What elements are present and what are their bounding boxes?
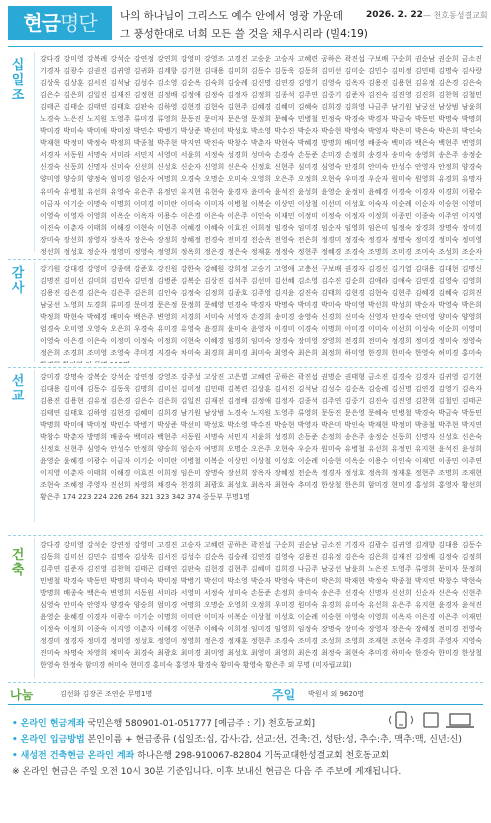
bullet: • <box>12 719 18 729</box>
section-rule <box>34 52 35 252</box>
note-mark: ※ <box>12 767 20 777</box>
section-divider <box>8 367 483 368</box>
bullet: • <box>12 751 18 761</box>
verse-line-1: 나의 하나님이 그리스도 예수 안에서 영광 가운데 <box>120 10 343 22</box>
info-line-building-account <box>12 748 389 761</box>
header <box>0 0 491 44</box>
header-divider <box>8 46 483 47</box>
tithe-names: 강다경 강미영 강복례 강석순 강연정 강연희 강영미 강영조 고경진 고승운 고승자 고혜련 공하은 곽진섭 구보배 구순희 권순남 권순희 금소진 기경자 김광수 김권진 김귀영 김귀화 김계향 김기현 김대용 김미희 김동수 김동욱 김동희 김미선 김미순 김민수 김미정 김민태 김명숙 김사랑 김상욱 김상훈 김서진 김석남 김성수 김소영 김순옥 김숙희 김승례 김신명 김연경 김영기 김영숙 김옥자 김용진 김용현 김유정 김은경 김은숙 김은수 김은희 김일진 김재진 김정현 김정배 김정애 김정숙 김정자 김정희 김종석 김주연 김중기 김준자 김진숙 김진영 김진희 김찬혁 김철민 김태곤 김태순 김태연 김태호 김판숙 김하영 김현경 김현숙 김현주 김혜경 김혜미 김혜숙 김희경 김희영 나금주 남기원 남궁선 남상범 남윤희 노경숙 노은진 노지원 도영주 류미경 류영희 문동진 문미자 문은영 문정희 문혜숙 민병철 민정숙 박경숙 박경자 박금숙 박동민 박명숙 박명희 박미경 박미숙 박미애 박미정 박민수 박병기 박상준 박선미 박성호 박소영 박수진 박순자 박승현 박영숙 박영자 박은미 박은숙 박은희 박인숙 박재현 박정미 박정숙 박정희 박종철 박주현 박지연 박진숙 박창수 박춘자 박현숙 박혜경 방명희 배미영 배종숙 백미라 백은숙 백현주 변영희 서경자 서동원 서명숙 서미라 서민지 서영미 서윤희 서정숙 성경희 성미숙 손경숙 손동준 손미경 손정희 송경자 송미숙 송영희 송은주 송정순 신경숙 신동희 신명자 신미숙 신선희 신성호 신순자 신영희 신은숙 신정호 신현주 심미경 심영숙 안경희 안미숙 안성수 안영자 안정희 양경숙 양미영 양승희 양정숙 엄미경 엄순자 여명희 오경숙 오명순 오미숙 오영희 오은주 오정희 오현숙 우미경 우순자 원미숙 원영희 유경희 유명자 유미숙 유병철 유선희 유영숙 유은주 유정민 유지현 유현숙 윤경자 윤미숙 윤석진 윤성희 윤영순 윤정미 윤혜경 이경숙 이경자 이경희 이광수 이금자 이기순 이명숙 이명희 이미경 이미란 이미숙 이미자 이병철 이복순 이상민 이상철 이선미 이성호 이숙자 이순례 이순자 이승현 이영미 이영숙 이영자 이영희 이옥순 이옥자 이용수 이은경 이은숙 이은주 이인숙 이재민 이정미 이정숙 이정자 이정희 이종민 이종숙 이주연 이지영 이진숙 이춘자 이태희 이해경 이현숙 이현주 이혜경 이혜숙 이효진 이희정 임경숙 임미경 임순자 임영희 임은미 임정숙 장경희 장명숙 장미경 장미숙 장선희 장영자 장옥자 장은숙 장정희 장혜정 전경숙 전미경 전순옥 전영숙 전은희 정경미 정경숙 정경자 정명숙 정미경 정미숙 정미영 정선희 정성호 정순자 정영미 정영숙 정영희 정옥희 정은경 정은숙 정재훈 정정숙 정현주 정혜경 조경숙 조명희 조미경 조미숙 조성희 조순자 <box>40 55 482 256</box>
info-line-note <box>12 764 401 777</box>
sharing-label: 나눔 <box>10 688 34 702</box>
info-value: 본인이름 + 현금종류 (십일조:십, 감사:감, 선교:선, 건축:건, 성탄:성, 추수:추, 맥추:맥, 신년:신) <box>87 735 462 745</box>
bullet: • <box>12 735 18 745</box>
section-divider <box>8 535 483 536</box>
sunday-label: 주일 <box>272 688 296 702</box>
footer-divider <box>8 704 483 705</box>
mission-names: 강미경 강명숙 강복순 강석순 강연정 강영조 강주성 고상진 고은별 고혜련 공하은 곽진섭 권명순 권태형 금소진 김경숙 김경자 김귀영 김기현 김대용 김미애 김동수 김동욱 김명희 김미선 김미정 김민태 김복련 김상훈 김서진 김석남 김성수 김순옥 김승례 김신명 김연경 김영기 김옥자 김용진 김용현 김유정 김은경 김은수 김은희 김일진 김재진 김정배 김정애 김정자 김종석 김주연 김중기 김진숙 김진영 김찬혁 김철민 김태곤 김태연 김태호 김하영 김현경 김혜미 김희경 남기원 남상범 노경숙 노지원 도영주 류영희 문동진 문은영 문혜숙 민병철 박경숙 박금숙 박동민 박명희 박미애 박미정 박민수 박병기 박상준 박선미 박성호 박소영 박수진 박승현 박영자 박은미 박인숙 박재현 박정미 박종철 박주현 박지연 박창수 박춘자 방명희 배종숙 백미라 백현주 서동원 서명숙 서민지 서윤희 성경희 손동준 손정희 송은주 송정순 신동희 신명자 신성호 신은숙 신정호 신현주 심영숙 안성수 안정희 양승희 엄순자 여명희 오명순 오은주 오현숙 우순자 원미숙 유병철 유선희 유정민 유지현 윤석진 윤성희 윤영순 윤혜경 이광수 이금자 이기순 이미란 이병철 이복순 이상민 이상철 이성호 이순례 이승현 이옥순 이용수 이인숙 이재민 이종민 이주연 이지영 이춘자 이태희 이해경 이효진 이희정 임은미 장명숙 장선희 장옥자 장혜정 전순옥 정경자 정성호 정옥희 정재훈 정현주 조명희 조재현 조현숙 조혜정 주영자 진선희 차영희 채경숙 천경희 최광호 최성호 최옥자 최현숙 추미경 한상철 한은희 함미경 현미경 홍성희 홍영자 황선희 황은주 174 223 224 226 264 321 323 342 374 중등부 무명1명 <box>40 373 482 502</box>
info-key: 새성전 건축현금 온라인 계좌 <box>20 751 135 761</box>
church-name: — 천호동성결교회 <box>423 11 488 20</box>
info-line-method <box>12 732 462 745</box>
sunday-names: 박원서 외 9620명 <box>308 690 365 698</box>
info-key: 온라인 입금방법 <box>20 735 85 745</box>
sharing-names: 김선화 김장곤 조연순 무명1명 <box>60 690 153 698</box>
logo-bold: 현금 <box>23 11 60 35</box>
section-divider <box>8 682 483 683</box>
bulletin-date: 2026. 2. 22 <box>366 10 423 20</box>
section-label-tithe: 십 일 조 <box>11 58 25 103</box>
section-rule <box>34 370 35 522</box>
section-rule <box>34 262 35 362</box>
section-label-thanks: 감 사 <box>11 266 25 296</box>
section-divider <box>8 259 483 260</box>
logo-light: 명단 <box>60 11 97 35</box>
section-label-building: 건 축 <box>11 548 25 578</box>
phone-icon <box>386 710 482 730</box>
device-icons <box>386 710 482 730</box>
info-key: 온라인 현금계좌 <box>20 719 85 729</box>
verse-line-2: 그 풍성한대로 너희 모든 쓸 것을 채우시리라 (빌4:19) <box>120 28 368 40</box>
section-rule <box>34 538 35 678</box>
info-value: 하나은행 298-910067-82804 기독교대한성결교회 천호동교회 <box>137 751 389 761</box>
section-label-mission: 선 교 <box>11 374 25 404</box>
info-value: 국민은행 580901-01-051777 [예금주 : 기) 천호동교회] <box>87 719 316 729</box>
thanks-names: 강기원 강대경 강영미 강종택 강준호 강진원 강한숙 강혜원 강희정 고승기 고영애 고충선 구보배 권경자 김경신 김기열 김대용 김대현 김명신 김명진 김미선 김미희 김민숙 김민정 김병준 김복순 김상진 김석주 김선미 김선혜 김소영 김수진 김순희 김애라 김애숙 김연경 김영숙 김영희 김용진 김은경 김은숙 김은주 김은희 김인숙 김정숙 김정희 김종호 김주영 김지윤 김진숙 김태희 김현경 김현숙 김현주 김혜경 김혜숙 김희진 남궁선 노영희 도경희 류미경 문미경 문은정 문정희 문혜영 민경숙 박경자 박명숙 박미경 박미숙 박미영 박선희 박성희 박순자 박영숙 박은희 박정희 박현숙 박혜경 배미숙 백은주 변영희 서경희 서미숙 서영자 손경희 송미경 송영숙 신경희 신미숙 신영자 안경숙 안미영 양미숙 양영희 엄경숙 오미영 오영숙 오은희 우경숙 유미경 유영숙 윤경희 윤미숙 윤영자 이경미 이경숙 이명희 이미경 이미숙 이선희 이성숙 이순희 이영미 이영숙 이은경 이은숙 이정미 이정숙 이정희 이현숙 이혜경 임경희 임미숙 장경숙 장미영 장영희 전경희 전미숙 정경희 정미경 정미숙 정영숙 정은희 조경희 조미영 조영숙 주미경 지경숙 차미숙 최경희 최미경 최미숙 최영숙 최은희 최정희 하미영 한경희 한미숙 한영숙 허미경 홍미숙 <box>40 265 482 358</box>
info-line-account <box>12 716 315 729</box>
title-logo <box>8 6 112 40</box>
building-names: 강다경 강미영 강석순 강연정 강영미 고경진 고승자 고혜련 공하은 곽진섭 구순희 권순남 금소진 기경자 김광수 김귀영 김계향 김대용 김동수 김동희 김미선 김민수 김명숙 김상욱 김서진 김성수 김순옥 김승례 김연경 김영숙 김용진 김유정 김은숙 김은희 김재진 김정배 김정숙 김정희 김주연 김준자 김진영 김찬혁 김태곤 김태연 김판숙 김현경 김현주 김혜미 김희경 나금주 남궁선 남윤희 노은진 도영주 류영희 문미자 문정희 민병철 박경숙 박동민 박명희 박미숙 박미정 박병기 박선미 박소영 박순자 박영숙 박은미 박은희 박재현 박정숙 박종철 박지연 박창수 박현숙 방명희 배종숙 백은숙 변영희 서동원 서미라 서영미 서정숙 성미숙 손동준 손정희 송미숙 송은주 신경숙 신명자 신선희 신순자 신은숙 신현주 심영숙 안미숙 안영자 양경숙 양승희 엄미경 여명희 오명순 오영희 오정희 우미경 원미숙 유경희 유미숙 유선희 유은주 유지현 윤경자 윤석진 윤영순 윤혜경 이경자 이광수 이기순 이명희 이미란 이미자 이복순 이상철 이성호 이순례 이승현 이영숙 이영희 이옥자 이은경 이은주 이재민 이정숙 이정희 이종숙 이지영 이춘자 이해경 이현주 이혜숙 이희정 임미경 임영희 임정숙 장명숙 장미숙 장영자 장은숙 장혜정 전미경 전영숙 정경미 정경자 정미경 정미영 정성호 정영미 정영희 정은경 정재훈 정현주 조경숙 조미경 조성희 조영희 조재현 조현숙 주경희 주영자 지영숙 진미숙 차명숙 차영희 채미숙 최경숙 최광호 최미경 최미영 최성호 최영미 최영희 최은경 최정숙 최현숙 추미경 하미숙 한경숙 한미경 한상철 한영숙 한정숙 함미경 허미숙 현미경 홍미숙 홍영자 황경숙 황미숙 황영숙 황은주 외 무명 (미자립교회) <box>40 541 482 670</box>
info-value: 온라인 현금은 주일 오전 10시 30분 기준입니다. 이후 보내신 현금은 다음 주 주보에 게재됩니다. <box>22 767 402 777</box>
